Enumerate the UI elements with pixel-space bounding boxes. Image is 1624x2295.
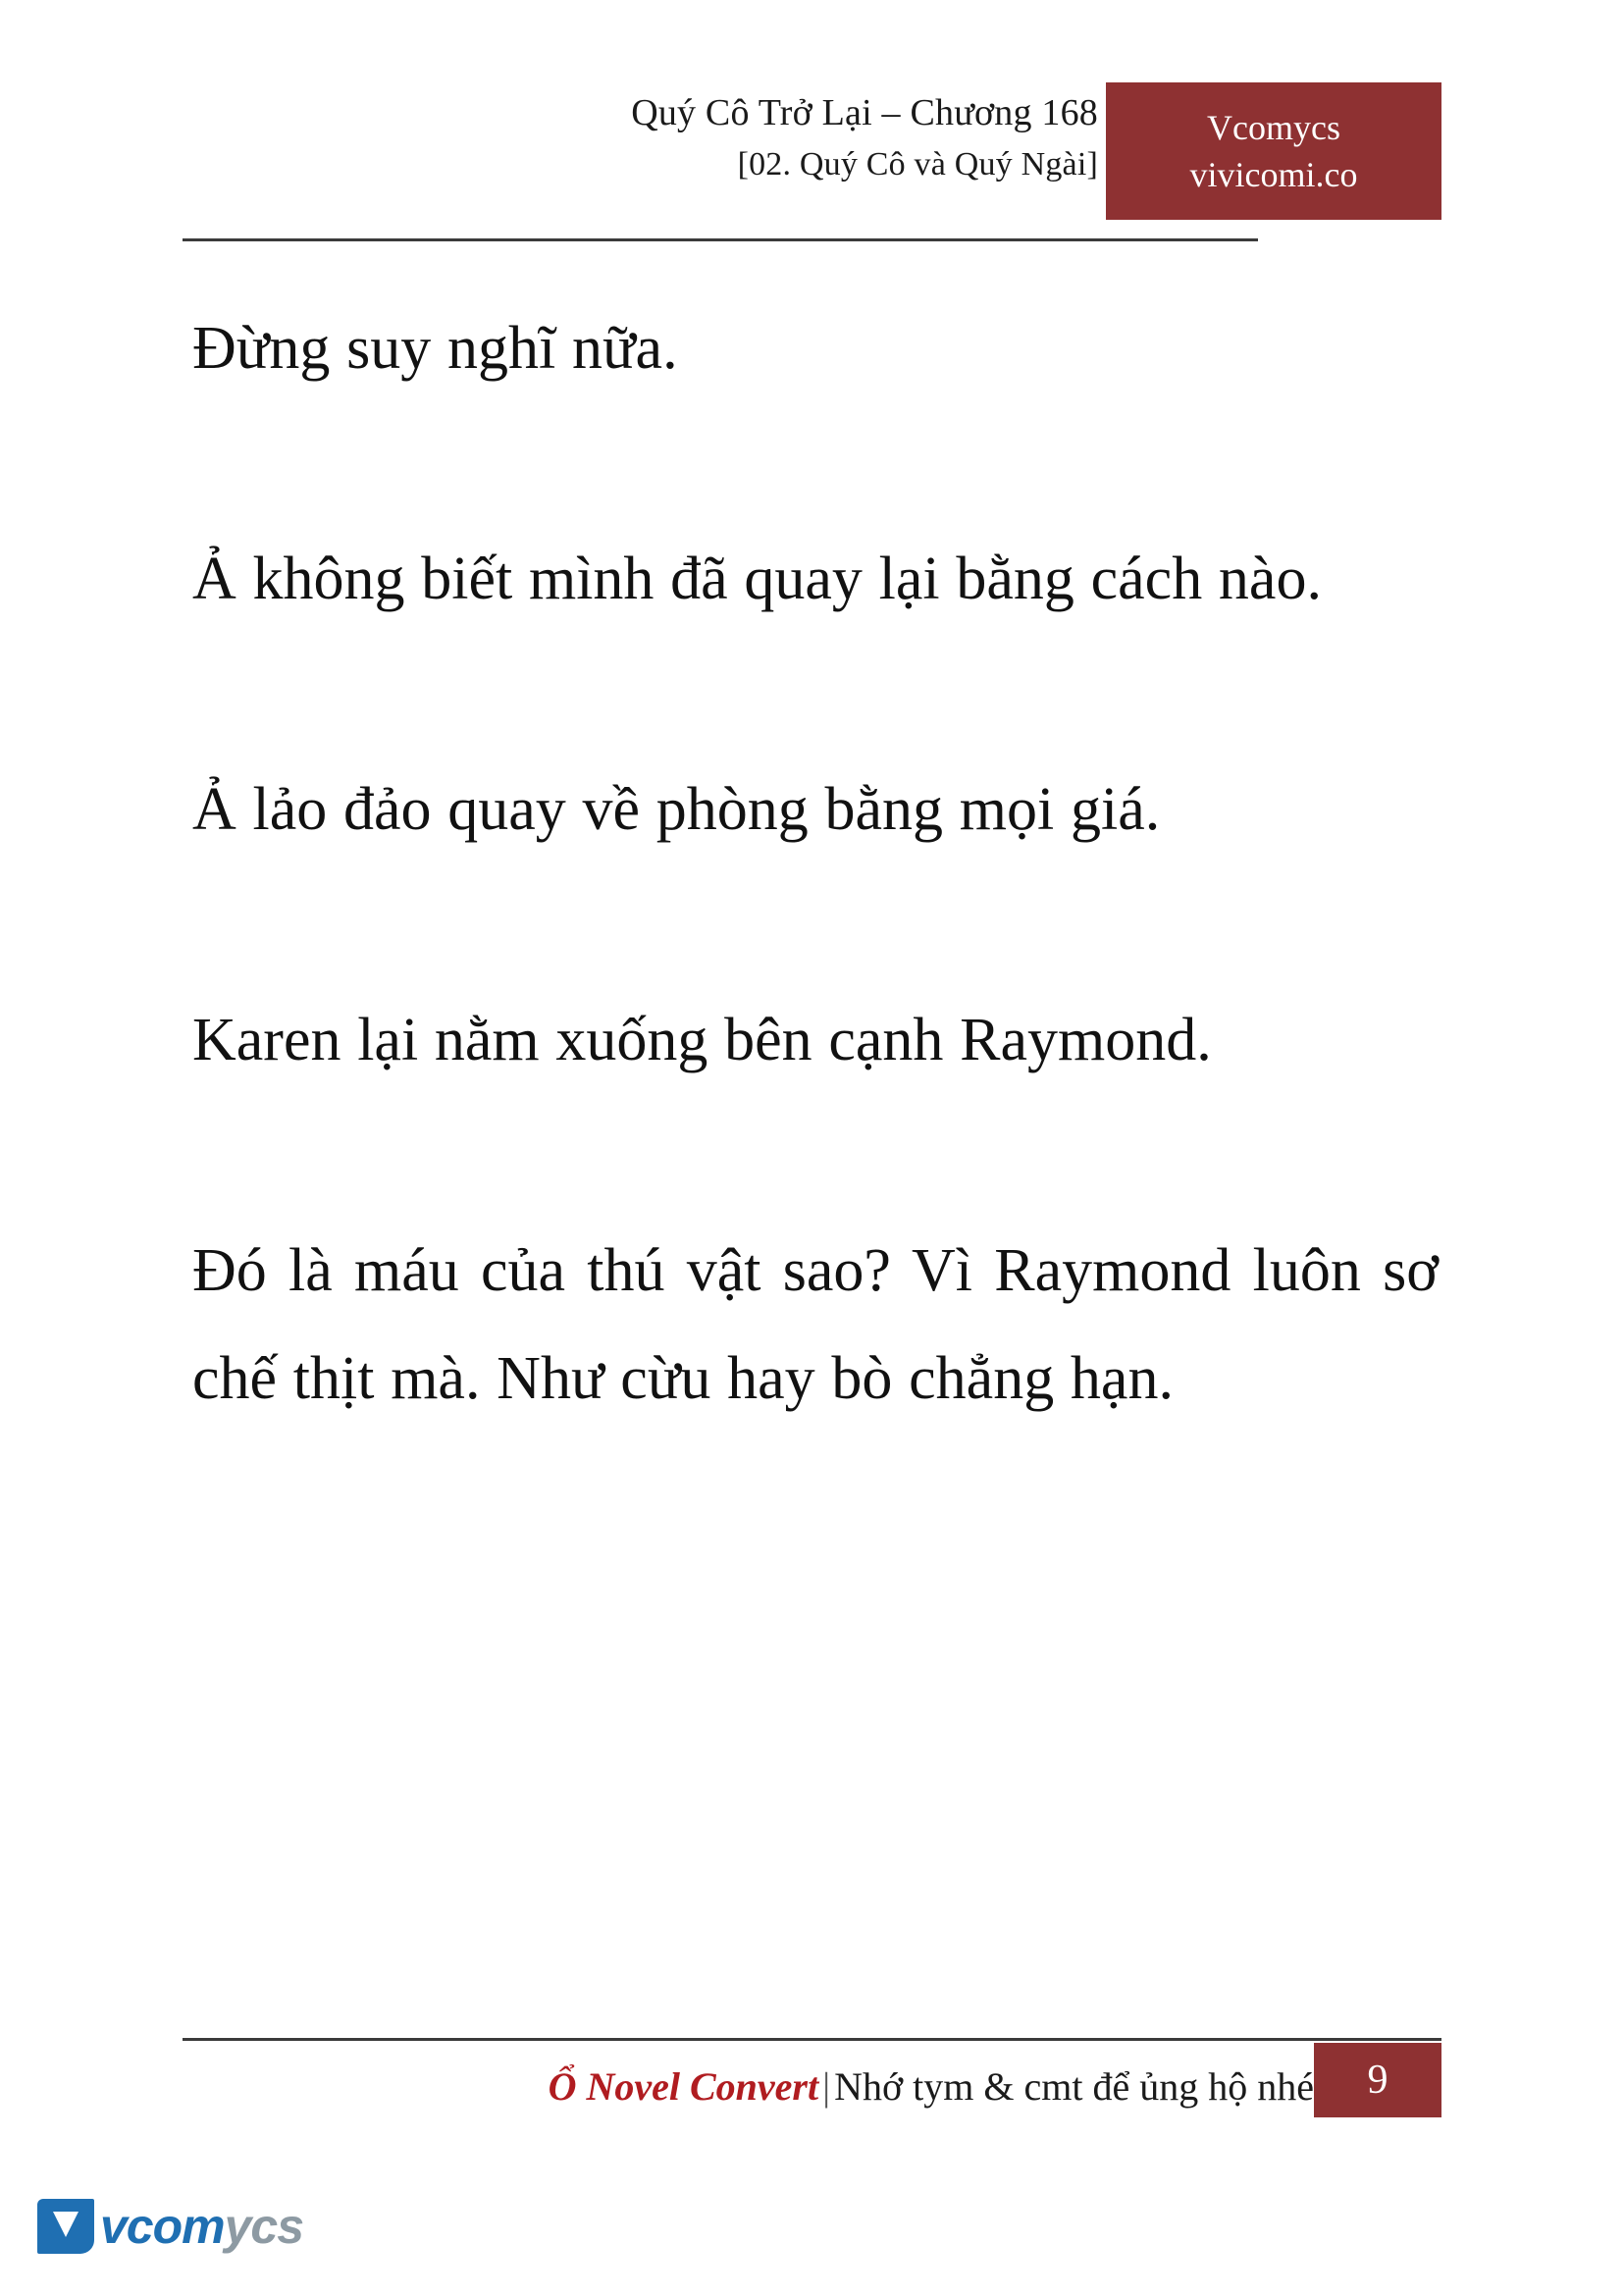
watermark-logo <box>37 2184 304 2269</box>
watermark-text <box>100 2199 303 2254</box>
footer-divider <box>183 2038 1441 2041</box>
watermark-text-part1: vcom <box>100 2199 225 2254</box>
footer-note: Nhớ tym & cmt để ủng hộ nhé <box>834 2064 1314 2109</box>
paragraph: Karen lại nằm xuống bên cạnh Raymond. <box>192 1007 1212 1073</box>
paragraph: Ả không biết mình đã quay lại bằng cách nào. <box>192 546 1322 612</box>
paragraph: Đó là máu của thú vật sao? Vì Raymond luôn sơ chế thịt mà. Như cừu hay bò chẳng hạn. <box>192 1237 1439 1412</box>
watermark-text-part2: ycs <box>224 2199 304 2254</box>
paragraph: Đừng suy nghĩ nữa. <box>192 315 678 382</box>
page-number: 9 <box>1367 2058 1388 2103</box>
page-number-badge <box>1314 2043 1441 2117</box>
page-footer <box>183 2047 1441 2125</box>
site-badge-url: vivicomi.co <box>1189 155 1358 194</box>
footer-credit <box>549 2057 1314 2117</box>
page-content <box>192 294 1439 1433</box>
chapter-title-line2: [02. Quý Cô và Quý Ngài] <box>737 146 1098 183</box>
site-badge-name: Vcomycs <box>1207 108 1340 147</box>
paragraph: Ả lảo đảo quay về phòng bằng mọi giá. <box>192 776 1161 843</box>
page-header <box>183 86 1441 243</box>
footer-separator: | <box>822 2064 831 2109</box>
footer-brand: Ổ Novel Convert <box>548 2064 819 2109</box>
site-badge <box>1106 82 1441 220</box>
chapter-title <box>235 86 1098 190</box>
header-divider <box>183 238 1258 241</box>
chapter-title-line1: Quý Cô Trở Lại – Chương 168 <box>631 92 1098 133</box>
play-triangle-icon <box>37 2199 94 2254</box>
